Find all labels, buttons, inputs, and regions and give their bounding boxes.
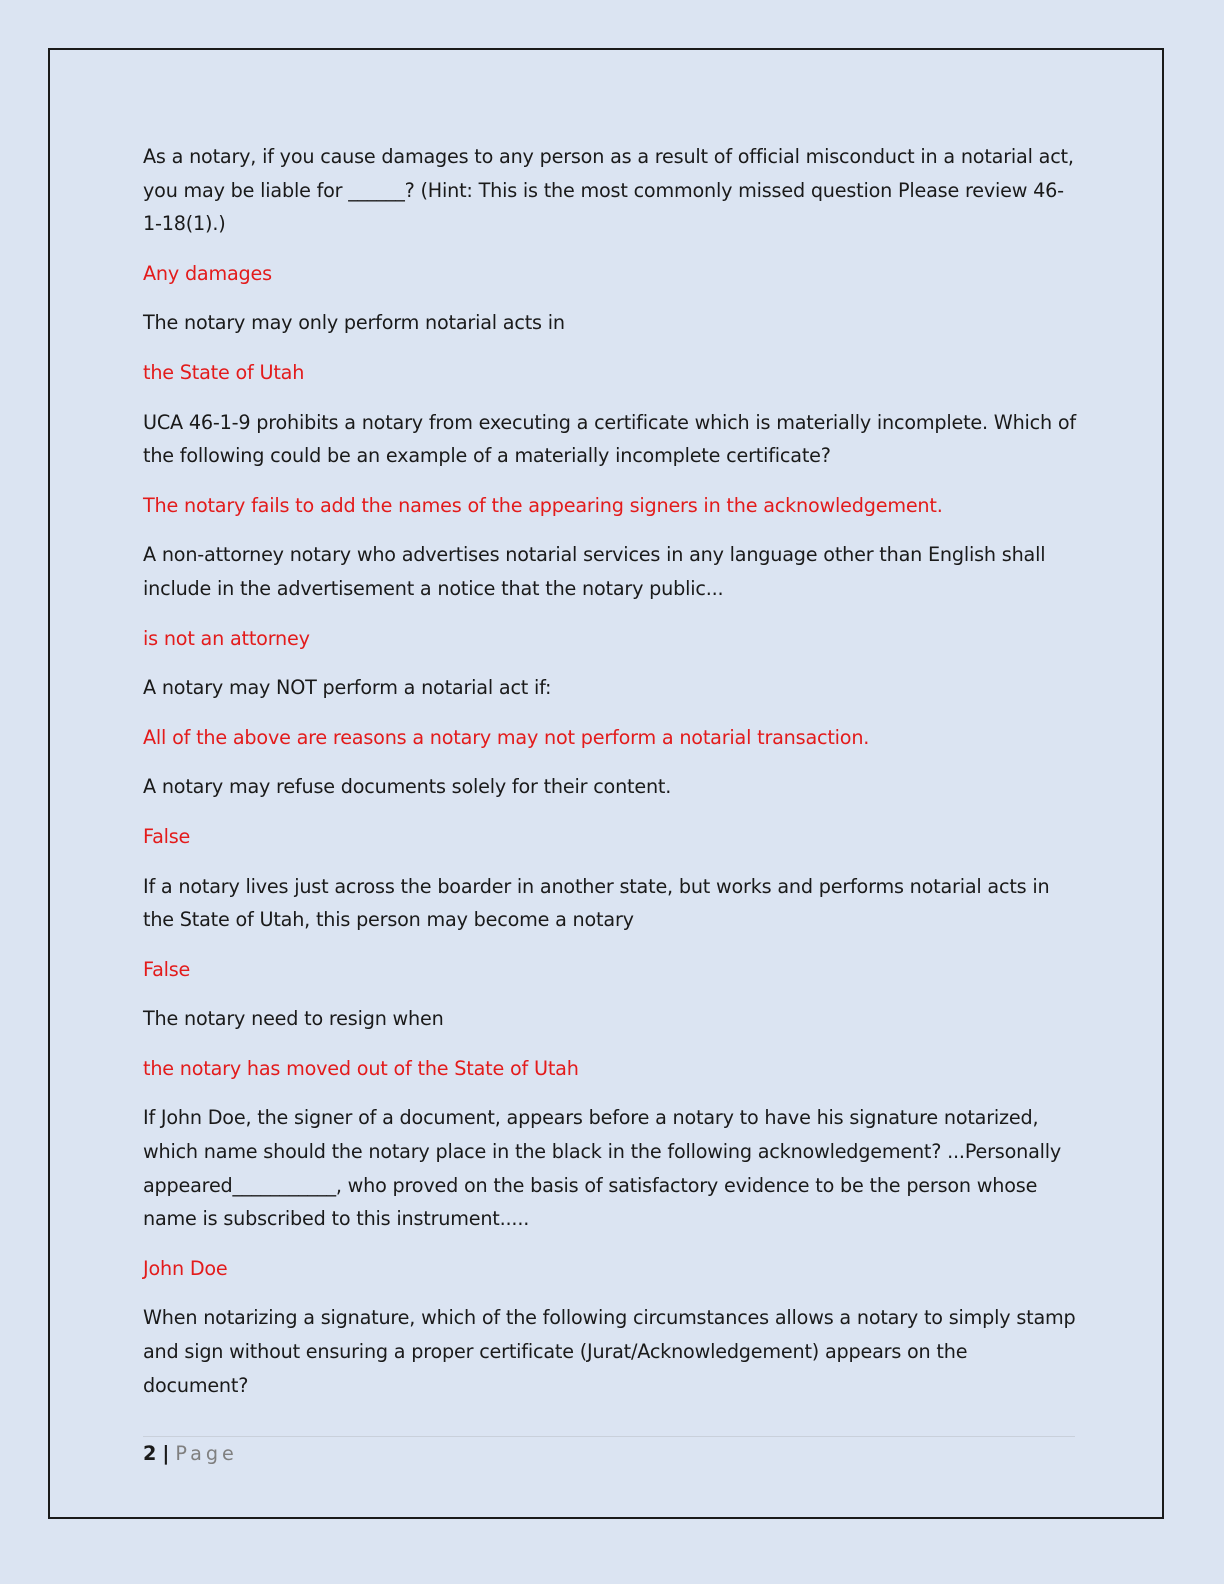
answer-2: the State of Utah bbox=[143, 360, 305, 384]
question-2: The notary may only perform notarial acts in bbox=[143, 311, 565, 335]
answer-9: John Doe bbox=[143, 1256, 228, 1280]
question-4: A non-attorney notary who advertises notarial services in any language other than English shall include in the advertisement a notice that the notary public... bbox=[143, 543, 1046, 600]
answer-5: All of the above are reasons a notary may not perform a notarial transaction. bbox=[143, 725, 870, 749]
answer-1: Any damages bbox=[143, 261, 272, 285]
footer-separator: | bbox=[162, 1442, 170, 1465]
answer-8: the notary has moved out of the State of Utah bbox=[143, 1056, 579, 1080]
question-3: UCA 46-1-9 prohibits a notary from executing a certificate which is materially incomplete. Which of the following could be an example of a materially incomplete certificate? bbox=[143, 410, 1076, 468]
footer-divider bbox=[143, 1436, 1075, 1437]
page-number: 2 bbox=[143, 1442, 157, 1465]
question-8: The notary need to resign when bbox=[143, 1007, 444, 1031]
page-footer bbox=[143, 1440, 238, 1468]
question-5: A notary may NOT perform a notarial act if: bbox=[143, 676, 552, 700]
document-body bbox=[143, 140, 1078, 1418]
page-label: Page bbox=[175, 1442, 238, 1465]
question-10: When notarizing a signature, which of the following circumstances allows a notary to simply stamp and sign without ensuring a proper certificate (Jurat/Acknowledgement) appears on the document? bbox=[143, 1306, 1076, 1397]
answer-7: False bbox=[143, 957, 191, 981]
question-7: If a notary lives just across the boarder in another state, but works and performs notarial acts in the State of Utah, this person may become a notary bbox=[143, 874, 1050, 932]
answer-4: is not an attorney bbox=[143, 626, 310, 650]
answer-3: The notary fails to add the names of the appearing signers in the acknowledgement. bbox=[143, 493, 943, 517]
answer-6: False bbox=[143, 824, 191, 848]
question-1: As a notary, if you cause damages to any person as a result of official misconduct in a notarial act, you may be liable for ______? (Hint: This is the most commonly missed question Please review 46-1-18(1).) bbox=[143, 145, 1074, 236]
question-9: If John Doe, the signer of a document, appears before a notary to have his signature notarized, which name should the notary place in the black in the following acknowledgement? ...Personally appeared___________, who proved on the basis of satisfactory evidence to be the person whose name is subscribed to this instrument..... bbox=[143, 1106, 1062, 1231]
question-6: A notary may refuse documents solely for their content. bbox=[143, 775, 672, 799]
